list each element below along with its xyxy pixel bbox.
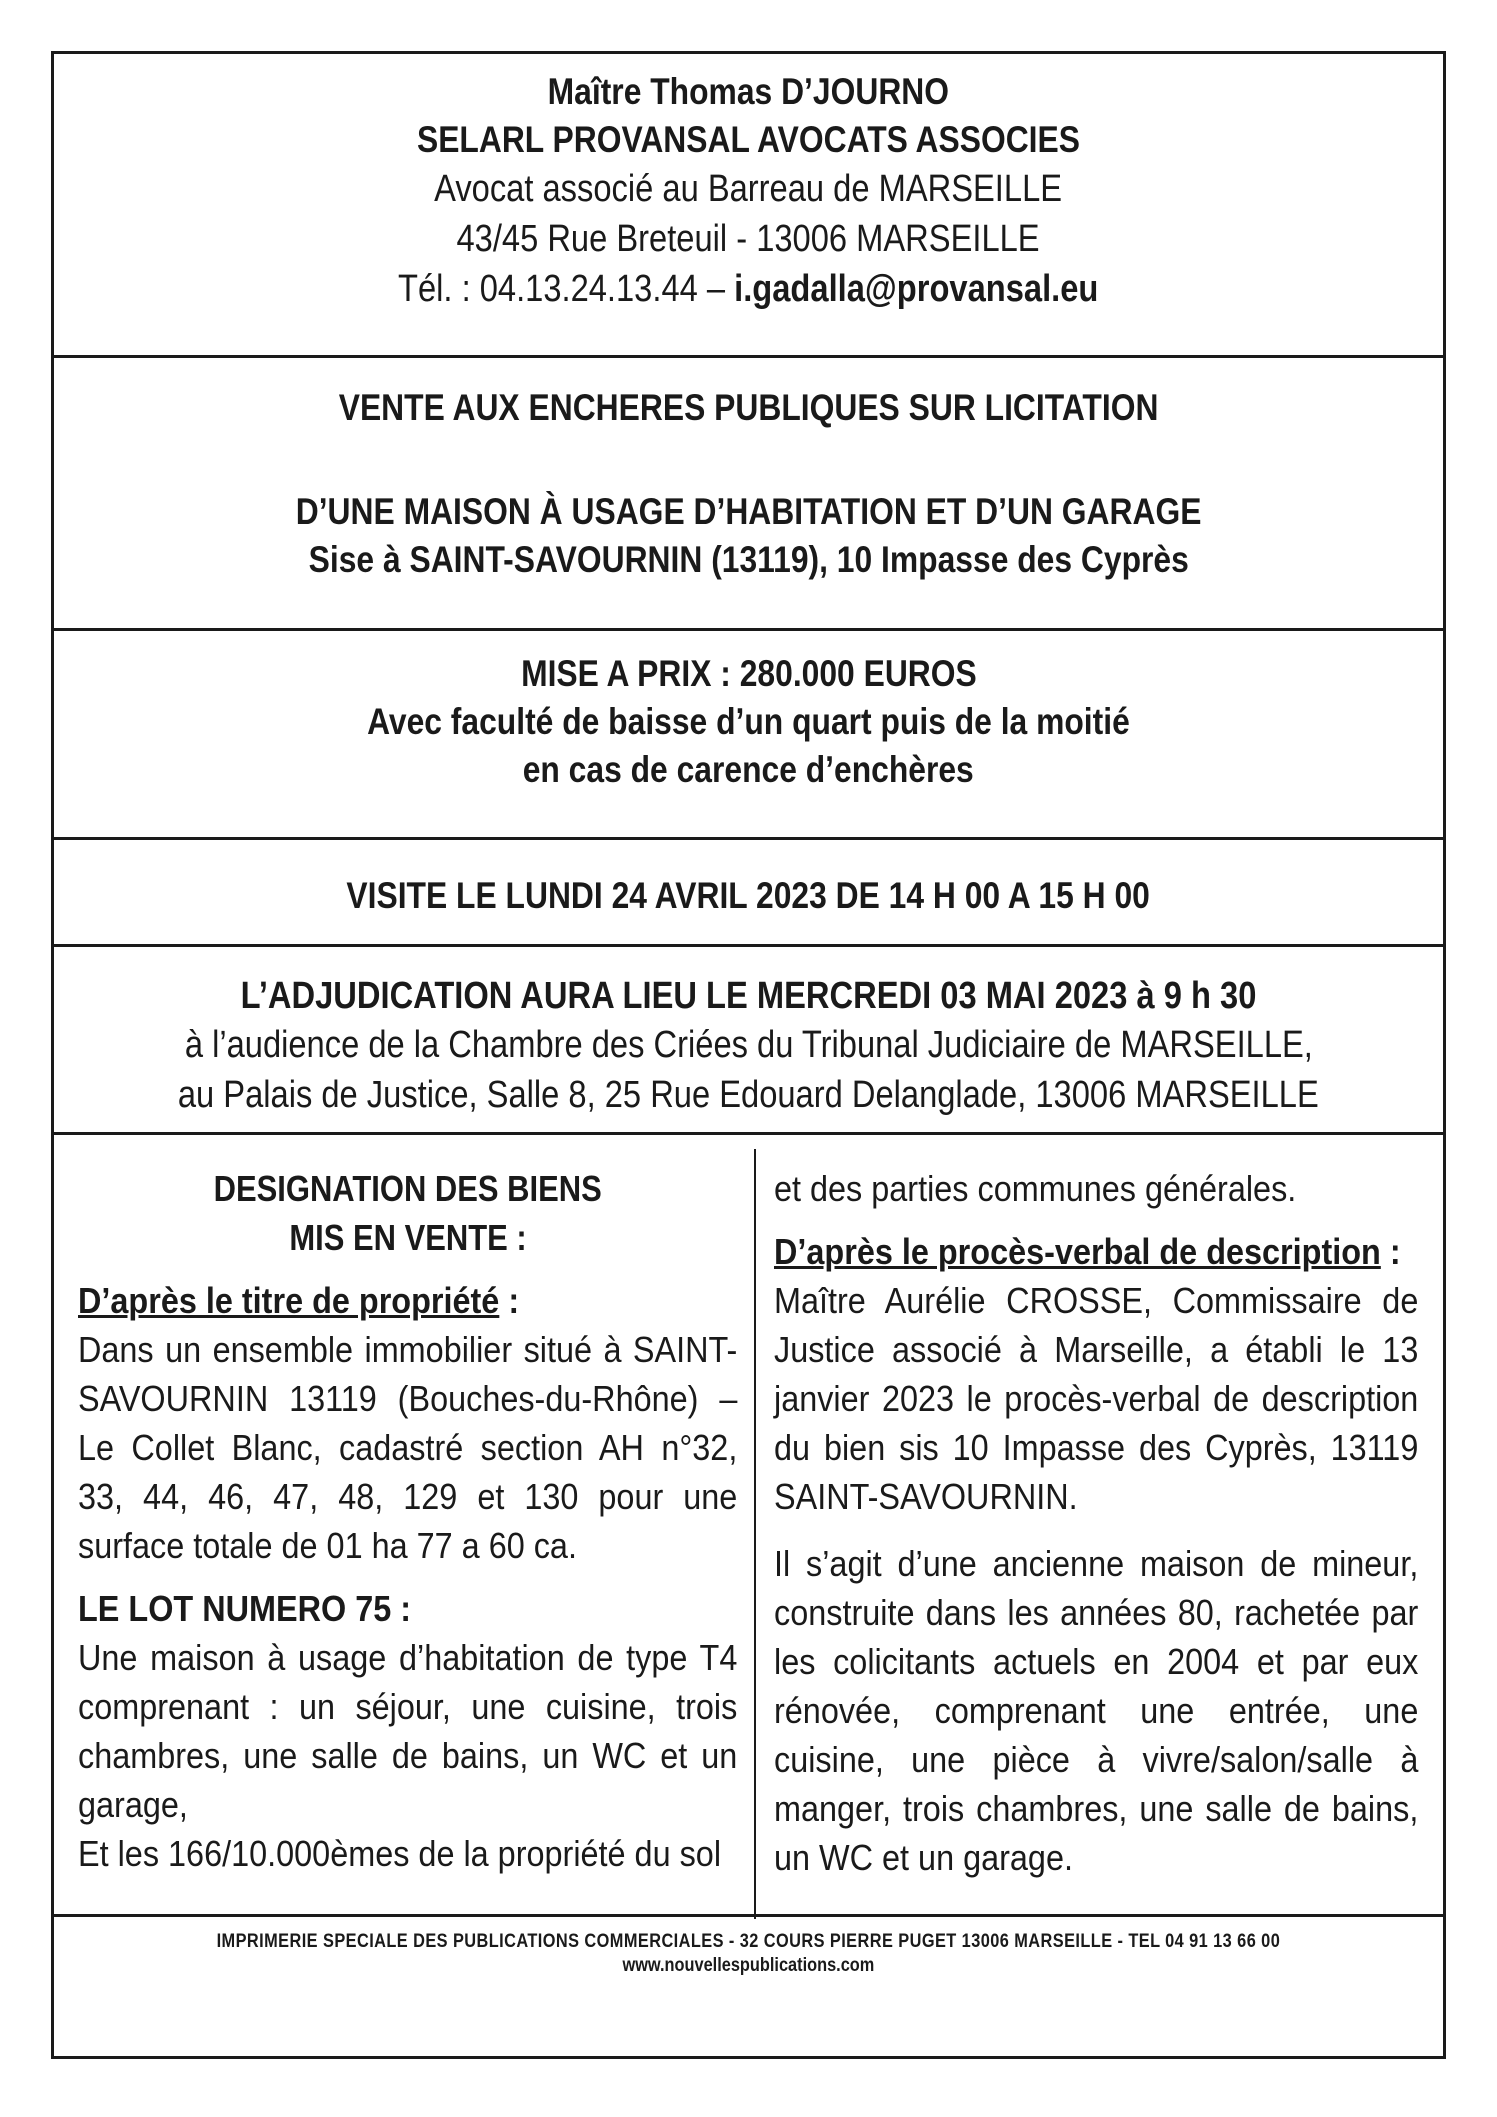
property-description (774, 1164, 1419, 1882)
lawyer-email: i.gadalla@provansal.eu (734, 268, 1099, 310)
sale-type: VENTE AUX ENCHERES PUBLIQUES SUR LICITATION (338, 387, 1159, 428)
title-deed-colon: : (499, 1280, 520, 1321)
divider (54, 1132, 1443, 1135)
property-location: Sise à SAINT-SAVOURNIN (13119), 10 Impasse des Cyprès (308, 539, 1189, 580)
starting-price-section (54, 650, 1443, 794)
pv-colon: : (1380, 1231, 1401, 1272)
divider (54, 944, 1443, 947)
adjudication-section (54, 972, 1443, 1120)
title-deed-text: Dans un ensemble immobilier situé à SAINT-SAVOURNIN 13119 (Bouches-du-Rhône) – Le Collet Blanc, cadastré section AH n°32, 33, 44, 46, 47, 48, 129 et 130 pour une surface totale de 01 ha 77 a 60 ca. (78, 1329, 738, 1566)
lawyer-role: Avocat associé au Barreau de MARSEILLE (434, 168, 1063, 210)
firm-name: SELARL PROVANSAL AVOCATS ASSOCIES (416, 119, 1081, 160)
lot-heading: LE LOT NUMERO 75 : (78, 1588, 412, 1629)
price-reduction: Avec faculté de baisse d’un quart puis de la moitié (367, 701, 1130, 742)
lot-description: Une maison à usage d’habitation de type T4 comprenant : un séjour, une cuisine, trois chambres, une salle de bains, un WC et un garage, (78, 1637, 738, 1825)
adjudication-court: à l’audience de la Chambre des Criées du Tribunal Judiciaire de MARSEILLE, (184, 1024, 1313, 1066)
starting-price: MISE A PRIX : 280.000 EUROS (520, 653, 977, 694)
continuation-text: et des parties communes générales. (774, 1168, 1297, 1209)
divider (54, 837, 1443, 840)
lawyer-name: Maître Thomas D’JOURNO (547, 71, 950, 112)
house-description: Il s’agit d’une ancienne maison de mineur, construite dans les années 80, rachetée par les colicitants actuels en 2004 et par eux rénovée, comprenant une entrée, une cuisine, une pièce à vivre/salon/salle à manger, trois chambres, une salle de bains, un WC et un garage. (774, 1543, 1419, 1878)
visit-section (54, 872, 1443, 920)
property-designation (78, 1164, 738, 1878)
printer-footer (54, 1930, 1443, 1978)
divider (54, 628, 1443, 631)
adjudication-venue: au Palais de Justice, Salle 8, 25 Rue Edouard Delanglade, 13006 MARSEILLE (178, 1074, 1319, 1116)
printer-info: IMPRIMERIE SPECIALE DES PUBLICATIONS COMMERCIALES - 32 COURS PIERRE PUGET 13006 MARSEILLE - TEL 04 91 13 66 00 (216, 1931, 1281, 1952)
pv-label: D’après le procès-verbal de description (774, 1231, 1381, 1272)
column-divider (754, 1149, 756, 1919)
price-condition: en cas de carence d’enchères (522, 749, 975, 790)
title-deed-label: D’après le titre de propriété (78, 1280, 500, 1321)
printer-website[interactable]: www.nouvellespublications.com (622, 1955, 875, 1976)
lawyer-phone: Tél. : 04.13.24.13.44 – (398, 268, 726, 310)
adjudication-date: L’ADJUDICATION AURA LIEU LE MERCREDI 03 MAI 2023 à 9 h 30 (240, 975, 1257, 1017)
pv-text: Maître Aurélie CROSSE, Commissaire de Justice associé à Marseille, a établi le 13 janvier 2023 le procès-verbal de description du bien sis 10 Impasse des Cyprès, 13119 SAINT-SAVOURNIN. (774, 1280, 1419, 1517)
visit-date: VISITE LE LUNDI 24 AVRIL 2023 DE 14 H 00 A 15 H 00 (346, 875, 1151, 916)
property-type: D’UNE MAISON À USAGE D’HABITATION ET D’UN GARAGE (295, 491, 1202, 532)
designation-heading: DESIGNATION DES BIENS (213, 1168, 603, 1209)
divider (54, 355, 1443, 358)
designation-heading-2: MIS EN VENTE : (289, 1217, 527, 1258)
lawyer-header (54, 68, 1443, 314)
lot-share: Et les 166/10.000èmes de la propriété du sol (78, 1833, 722, 1874)
notice-frame (51, 51, 1446, 2059)
lawyer-address: 43/45 Rue Breteuil - 13006 MARSEILLE (456, 218, 1041, 260)
divider (54, 1914, 1443, 1917)
sale-title (54, 384, 1443, 584)
